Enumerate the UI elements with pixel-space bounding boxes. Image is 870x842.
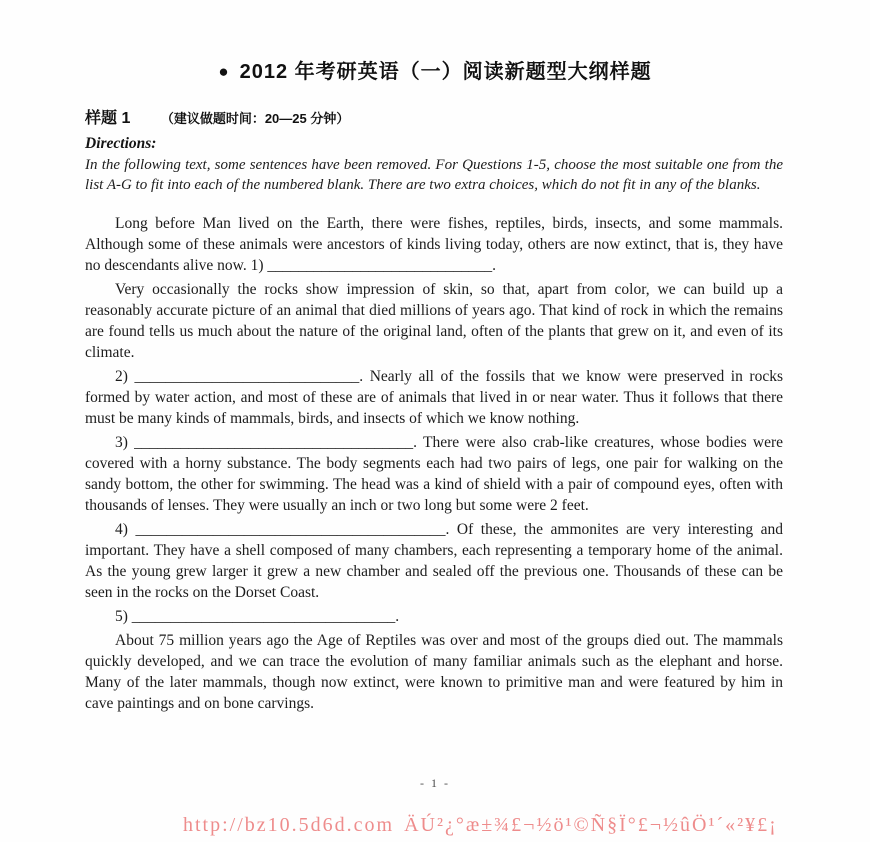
passage-paragraph-4: 3) ____________________________________. There were also crab-like creatures, whose bodies were covered with a horny substance. The body segments each had two pairs of legs, one pair for walking on the sandy bottom, the other for swimming. The head was a kind of shield with a pair of compound eyes, often with thousands of lenses. They were usually an inch or two long but some were 2 feet.	[85, 434, 783, 514]
sample-heading	[85, 110, 783, 128]
bullet-icon: ●	[218, 62, 230, 81]
sample-label: 样题 1	[85, 110, 131, 127]
footer-url: http://bz10.5d6d.com	[183, 814, 395, 836]
directions-heading: Directions:	[85, 135, 157, 152]
passage-paragraph-1: Long before Man lived on the Earth, there were fishes, reptiles, birds, insects, and some mammals. Although some of these animals were ancestors of kinds living today, others are now extinct, that is, they have no descendants alive now. 1) _____________________________.	[85, 215, 783, 274]
page-title	[0, 0, 870, 84]
page-number: - 1 -	[420, 776, 450, 790]
passage-content	[85, 110, 783, 714]
directions-body: In the following text, some sentences have been removed. For Questions 1-5, choose the most suitable one from the list A-G to fit into each of the numbered blank. There are two extra choices, which do not fit in any of the blanks.	[85, 157, 783, 193]
footer-note: ÄÚ²¿°æ±¾£¬½ö¹©Ñ§Ï°£¬½ûÖ¹´«²¥£¡	[404, 814, 778, 836]
passage-paragraph-6: 5) __________________________________.	[115, 608, 400, 625]
passage-paragraph-3: 2) _____________________________. Nearly all of the fossils that we know were preserved in rocks formed by water action, and most of these are of animals that lived in or near water. Thus it follows that there must be many kinds of mammals, birds, and insects of which we know nothing.	[85, 368, 783, 427]
passage-paragraph-5: 4) ________________________________________. Of these, the ammonites are very interesting and important. They have a shell composed of many chambers, each representing a temporary home of the animal. As the young grew larger it grew a new chamber and sealed off the previous one. Thousands of these can be seen in the rocks on the Dorset Coast.	[85, 521, 783, 601]
page-title-text: 2012 年考研英语（一）阅读新题型大纲样题	[239, 61, 652, 83]
passage-paragraph-7: About 75 million years ago the Age of Reptiles was over and most of the groups died out. The mammals quickly developed, and we can trace the evolution of many familiar animals such as the elephant and horse. Many of the later mammals, though now extinct, were known to primitive man and were featured by him in cave paintings and on bone carvings.	[85, 632, 783, 712]
sample-time-note: （建议做题时间：20—25 分钟）	[160, 111, 350, 126]
watermark	[183, 814, 778, 837]
passage-paragraph-2: Very occasionally the rocks show impression of skin, so that, apart from color, we can build up a reasonably accurate picture of an animal that died millions of years ago. That kind of rock in which the remains are found tells us much about the nature of the original land, often of the plants that grew on it, and even of its climate.	[85, 281, 783, 361]
